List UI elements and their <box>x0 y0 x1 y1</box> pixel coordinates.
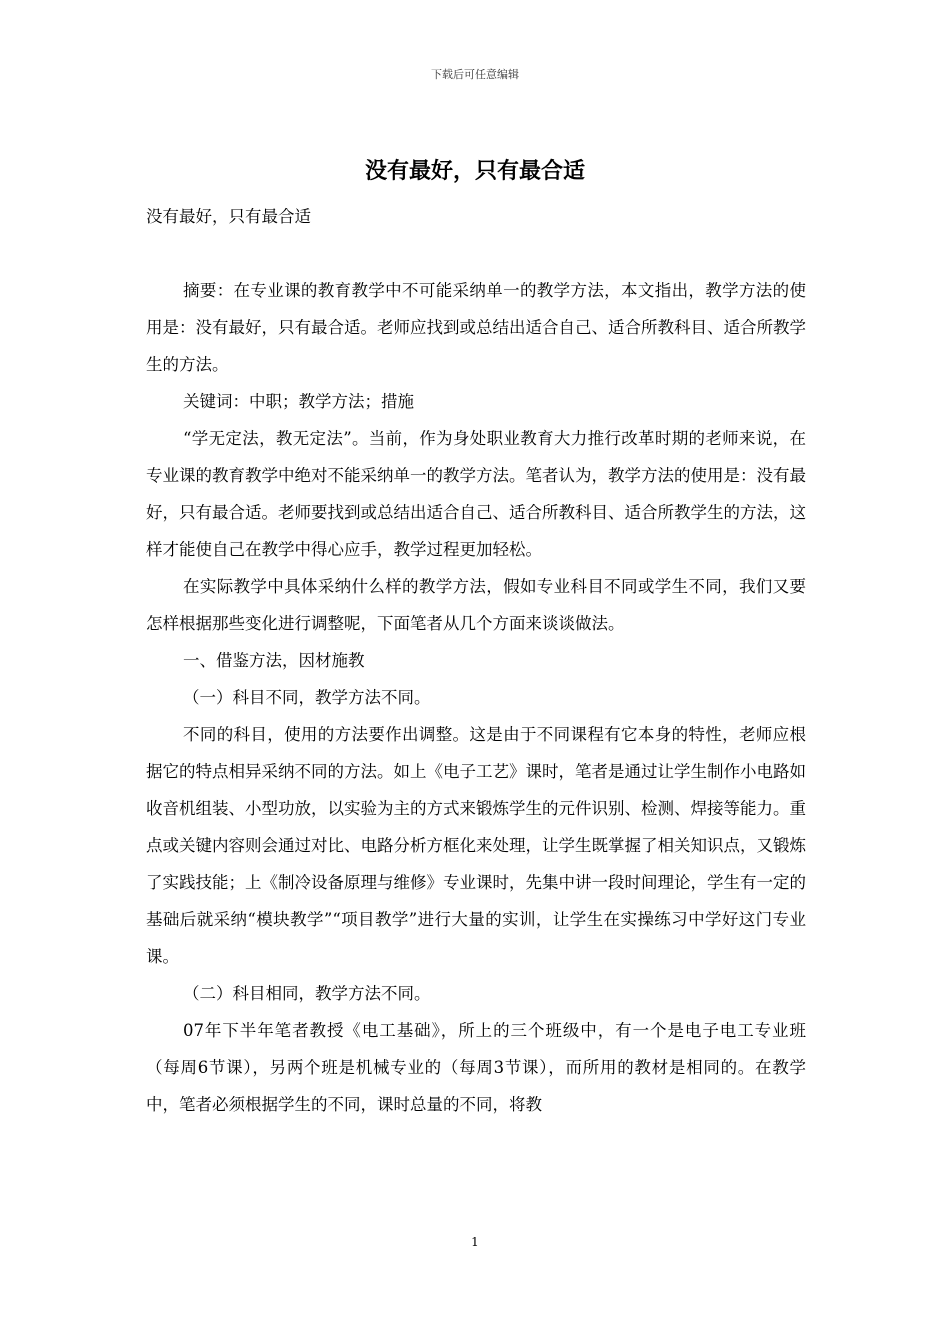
subsection-heading-1: （一）科目不同，教学方法不同。 <box>183 688 431 707</box>
keywords-paragraph: 关键词：中职；教学方法；措施 <box>183 392 414 411</box>
subsection-heading-2: （二）科目相同，教学方法不同。 <box>183 984 431 1003</box>
page-number: 1 <box>471 1235 479 1249</box>
subsection-2-paragraph: 07年下半年笔者教授《电工基础》，所上的三个班级中，有一个是电子电工专业班（每周6节课），另两个班是机械专业的（每周3节课），而所用的教材是相同的。在教学中，笔者必须根据学生的不同，课时总量的不同，将教 <box>146 1021 806 1114</box>
document-subtitle: 没有最好，只有最合适 <box>146 207 311 226</box>
subsection-1-paragraph: 不同的科目，使用的方法要作出调整。这是由于不同课程有它本身的特性，老师应根据它的特点相异采纳不同的方法。如上《电子工艺》课时，笔者是通过让学生制作小电路如收音机组装、小型功放，以实验为主的方式来锻炼学生的元件识别、检测、焊接等能力。重点或关键内容则会通过对比、电路分析方框化来处理，让学生既掌握了相关知识点，又锻炼了实践技能；上《制冷设备原理与维修》专业课时，先集中讲一段时间理论，学生有一定的基础后就采纳“模块教学”“项目教学”进行大量的实训，让学生在实操练习中学好这门专业课。 <box>146 725 806 966</box>
intro-paragraph: “学无定法，教无定法”。当前，作为身处职业教育大力推行改革时期的老师来说，在专业课的教育教学中绝对不能采纳单一的教学方法。笔者认为，教学方法的使用是：没有最好，只有最合适。老师要找到或总结出适合自己、适合所教科目、适合所教学生的方法，这样才能使自己在教学中得心应手，教学过程更加轻松。 <box>146 429 806 559</box>
question-paragraph: 在实际教学中具体采纳什么样的教学方法，假如专业科目不同或学生不同，我们又要怎样根据那些变化进行调整呢，下面笔者从几个方面来谈谈做法。 <box>146 577 806 633</box>
document-body <box>146 198 806 1123</box>
page-header-note: 下载后可任意编辑 <box>431 68 519 81</box>
abstract-paragraph: 摘要：在专业课的教育教学中不可能采纳单一的教学方法，本文指出，教学方法的使用是：没有最好，只有最合适。老师应找到或总结出适合自己、适合所教科目、适合所教学生的方法。 <box>146 281 806 374</box>
section-heading-1: 一、借鉴方法，因材施教 <box>183 651 365 670</box>
document-title: 没有最好，只有最合适 <box>364 158 585 184</box>
